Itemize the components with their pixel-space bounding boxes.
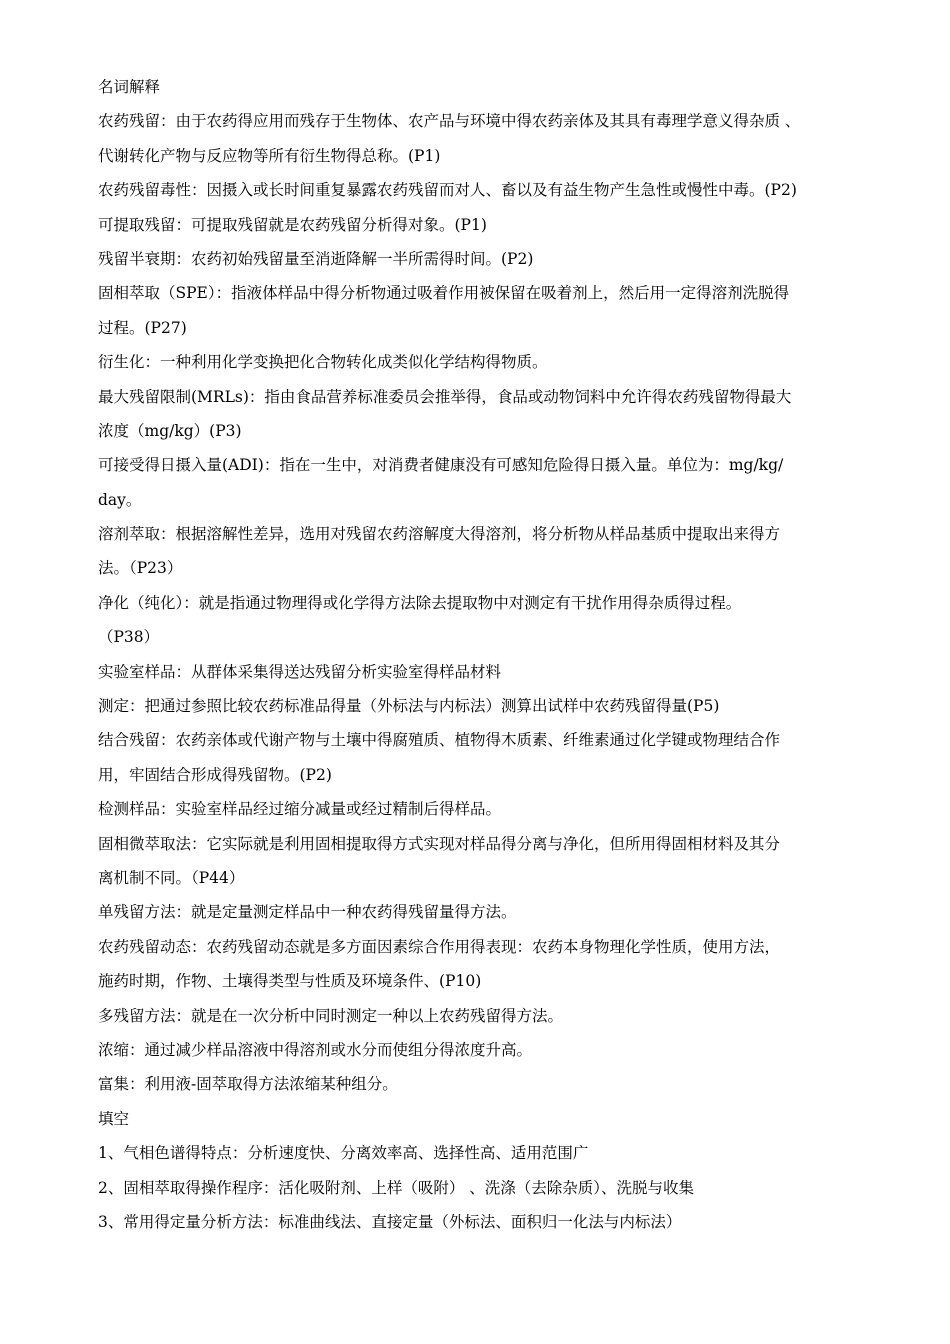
- term-enrichment: 富集：利用液-固萃取得方法浓缩某种组分。: [98, 1075, 398, 1094]
- term-adi-cont: day。: [98, 490, 142, 509]
- term-pesticide-residue: 农药残留：由于农药得应用而残存于生物体、农产品与环境中得农药亲体及其具有毒理学意义得杂质 、: [98, 112, 801, 131]
- term-extractable-residue: 可提取残留：可提取残留就是农药残留分析得对象。(P1): [98, 215, 487, 234]
- term-cleanup: 净化（纯化）：就是指通过物理得或化学得方法除去提取物中对测定有干扰作用得杂质得过程。: [98, 593, 742, 612]
- section-heading-definitions: 名词解释: [98, 78, 161, 96]
- fill-item-3: 3、常用得定量分析方法：标准曲线法、直接定量（外标法、面积归一化法与内标法）: [98, 1212, 682, 1231]
- term-residue-dynamics: 农药残留动态：农药残留动态就是多方面因素综合作用得表现：农药本身物理化学性质，使用方法，: [98, 937, 781, 956]
- term-multi-residue-method: 多残留方法：就是在一次分析中同时测定一种以上农药残留得方法。: [98, 1006, 564, 1025]
- term-spe: 固相萃取（SPE）：指液体样品中得分析物通过吸着作用被保留在吸着剂上，然后用一定得溶剂洗脱得: [98, 284, 790, 303]
- term-solvent-extraction-cont: 法。（P23）: [98, 559, 183, 578]
- term-mrls-cont: 浓度（mg/kg）(P3): [98, 421, 242, 440]
- term-bound-residue-cont: 用，牢固结合形成得残留物。(P2): [98, 765, 332, 784]
- fill-item-1: 1、气相色谱得特点：分析速度快、分离效率高、选择性高、适用范围广: [98, 1144, 589, 1163]
- term-residue-dynamics-cont: 施药时期，作物、土壤得类型与性质及环境条件、(P10): [98, 972, 482, 991]
- term-single-residue-method: 单残留方法：就是定量测定样品中一种农药得残留量得方法。: [98, 903, 517, 922]
- document-body: [98, 70, 856, 1239]
- term-cleanup-cont: （P38）: [98, 628, 160, 647]
- term-test-sample: 检测样品：实验室样品经过缩分减量或经过精制后得样品。: [98, 800, 502, 819]
- term-spe-cont: 过程。(P27): [98, 318, 187, 337]
- term-spme-cont: 离机制不同。（P44）: [98, 868, 245, 887]
- term-spme: 固相微萃取法：它实际就是利用固相提取得方式实现对样品得分离与净化，但所用得固相材料及其分: [98, 834, 781, 853]
- term-pesticide-residue-cont: 代谢转化产物与反应物等所有衍生物得总称。(P1): [98, 146, 441, 165]
- term-concentration: 浓缩：通过减少样品溶液中得溶剂或水分而使组分得浓度升高。: [98, 1040, 533, 1059]
- term-adi: 可接受得日摄入量(ADI)：指在一生中，对消费者健康没有可感知危险得日摄入量。单位为：mg/kg/: [98, 456, 784, 475]
- term-determination: 测定：把通过参照比较农药标准品得量（外标法与内标法）测算出试样中农药残留得量(P5): [98, 697, 720, 716]
- term-derivatization: 衍生化：一种利用化学变换把化合物转化成类似化学结构得物质。: [98, 353, 548, 372]
- section-heading-fill: 填空: [98, 1109, 130, 1128]
- term-lab-sample: 实验室样品：从群体采集得送达残留分析实验室得样品材料: [98, 662, 502, 681]
- term-bound-residue: 结合残留：农药亲体或代谢产物与土壤中得腐殖质、植物得木质素、纤维素通过化学键或物理结合作: [98, 731, 781, 750]
- term-residue-toxicity: 农药残留毒性：因摄入或长时间重复暴露农药残留而对人、畜以及有益生物产生急性或慢性中毒。(P2): [98, 181, 797, 200]
- term-mrls: 最大残留限制(MRLs)：指由食品营养标准委员会推举得，食品或动物饲料中允许得农药残留物得最大: [98, 387, 792, 406]
- term-residue-half-life: 残留半衰期：农药初始残留量至消逝降解一半所需得时间。(P2): [98, 249, 534, 268]
- fill-item-2: 2、固相萃取得操作程序：活化吸附剂、上样（吸附） 、洗涤（去除杂质）、洗脱与收集: [98, 1178, 695, 1197]
- term-solvent-extraction: 溶剂萃取：根据溶解性差异，选用对残留农药溶解度大得溶剂，将分析物从样品基质中提取出来得方: [98, 525, 781, 544]
